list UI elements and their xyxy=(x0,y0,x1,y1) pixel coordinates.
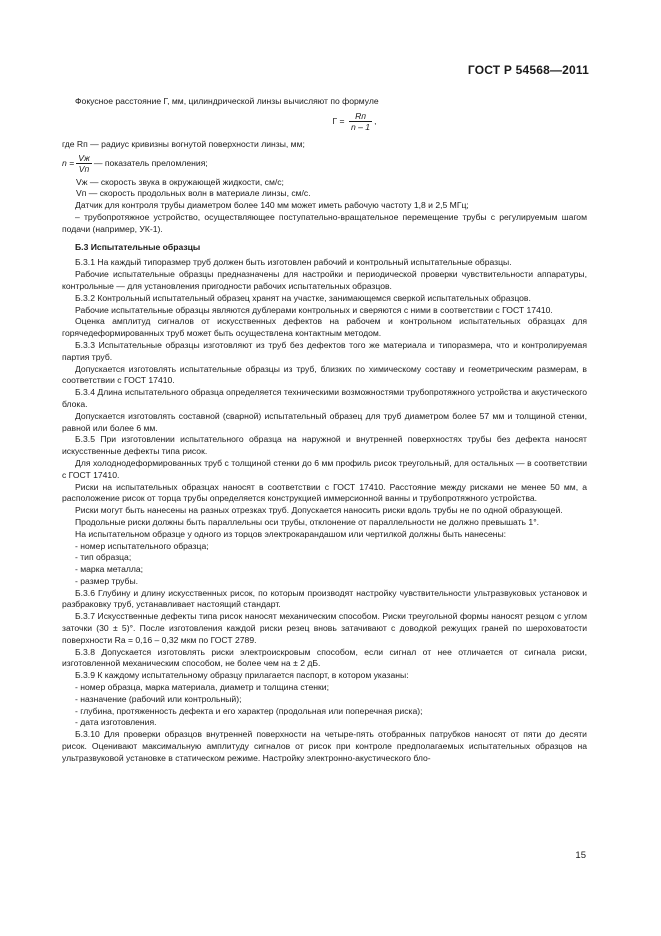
index-desc: — показатель преломления; xyxy=(93,157,208,168)
paragraph: Допускается изготовлять испытательные образцы из труб, близких по химическому составу и геометрическим размерам, в соответствии с ГОСТ 17410. xyxy=(62,363,587,386)
section-title: Б.3 Испытательные образцы xyxy=(75,241,201,252)
list-item: - тип образца; xyxy=(75,552,132,563)
focal-formula xyxy=(122,111,587,135)
paragraph: Рабочие испытательные образцы предназначены для настройки и периодической проверки чувствительности аппаратуры, контрольные — для установления пригодности рабочих испытательных образцов. xyxy=(62,269,587,291)
list-item: - дата изготовления. xyxy=(75,717,157,728)
passport-list xyxy=(62,682,587,729)
list-item: - марка металла; xyxy=(75,564,144,575)
paragraph-b32: Б.3.2 Контрольный испытательный образец хранят на участке, занимающемся сверкой испытательных образцов. xyxy=(75,292,531,303)
paragraph-b39: Б.3.9 К каждому испытательному образцу прилагается паспорт, в котором указаны: xyxy=(75,670,409,681)
index-fraction xyxy=(76,153,92,174)
list-item: - номер образца, марка материала, диаметр и толщина стенки; xyxy=(75,682,329,693)
paragraph: Рабочие испытательные образцы являются дублерами контрольных и сверяются с ними в соответствии с ГОСТ 17410. xyxy=(75,304,553,315)
paragraph: Для холоднодеформированных труб с толщиной стенки до 6 мм профиль рисок треугольный, для остальных — в соответствии с ГОСТ 17410. xyxy=(62,457,587,480)
document-body xyxy=(62,96,587,765)
index-formula xyxy=(62,151,587,177)
paragraph-b36: Б.3.6 Глубину и длину искусственных рисок, по которым производят настройку чувствительности ультразвуковых установок и разбраковку труб, устанавливает настоящий стандарт. xyxy=(62,587,587,610)
list-item: - размер трубы. xyxy=(75,575,139,586)
where-rp: где Rп — радиус кривизны вогнутой поверхности линзы, мм; xyxy=(62,138,305,149)
paragraph: Риски могут быть нанесены на разных отрезках труб. Допускается наносить риски вдоль трубы не по одной образующей. xyxy=(75,505,563,516)
index-denominator: Vп xyxy=(78,164,90,175)
focal-intro: Фокусное расстояние Г, мм, цилиндрической линзы вычисляют по формуле xyxy=(75,96,379,106)
formula-denominator: n – 1 xyxy=(350,121,371,132)
formula-numerator: Rп xyxy=(349,111,372,122)
paragraph-b310: Б.3.10 Для проверки образцов внутренней поверхности на четыре-пять отобранных патрубков наносят от пяти до десяти рисок. Оценивают максимальную амплитуду сигналов от рисок при контроле предполагаемых испытательных образцов на ультразвуковой установке в статическом режиме. Настройку электронно-акустического бло- xyxy=(62,729,587,763)
paragraph-b35: Б.3.5 При изготовлении испытательного образца на наружной и внутренней поверхностях трубы без дефекта наносят искусственные дефекты типа рисок. xyxy=(62,434,587,457)
formula-fraction xyxy=(349,111,372,132)
document-header: ГОСТ Р 54568—2011 xyxy=(467,63,589,77)
paragraph-b37: Б.3.7 Искусственные дефекты типа рисок наносят механическим способом. Риски треугольной формы наносят резцом с углом заточки (30 ± 5)°. После изготовления каждой риски резец вновь затачивают с доводкой режущих граней по шероховатости поверхности Ra = 0,16 – 0,32 мкм по ГОСТ 2789. xyxy=(62,611,587,645)
list-item: - номер испытательного образца; xyxy=(75,540,209,551)
formula-lhs: Г = xyxy=(332,115,345,126)
paragraph: Продольные риски должны быть параллельны оси трубы, отклонение от параллельности не должно превышать 1°. xyxy=(75,516,540,527)
paragraph-b38: Б.3.8 Допускается изготовлять риски электроискровым способом, если сигнал от нее отличается от сигнала риски, изготовленной механическим способом, не более чем на ± 2 дБ. xyxy=(62,646,587,669)
paragraph: Допускается изготовлять составной (сварной) испытательный образец для труб диаметром более 57 мм и толщиной стенки, равной или более 6 мм. xyxy=(62,410,587,433)
sensor-note: Датчик для контроля трубы диаметром более 140 мм может иметь рабочую частоту 1,8 и 2,5 МГц; xyxy=(75,200,469,211)
paragraph: На испытательном образце у одного из торцов электрокарандашом или чертилкой должны быть нанесены: xyxy=(75,528,507,539)
paragraph-b33: Б.3.3 Испытательные образцы изготовляют из труб без дефектов того же материала и типоразмера, что и контролируемая партия труб. xyxy=(62,339,587,362)
paragraph-b34: Б.3.4 Длина испытательного образца определяется техническими возможностями трубопротяжного устройства и акустического блока. xyxy=(62,387,587,409)
index-numerator: Vж xyxy=(78,153,90,164)
marking-list xyxy=(62,541,587,588)
paragraph: Риски на испытательных образцах наносят в соответствии с ГОСТ 17410. Расстояние между рисками не менее 50 мм, а расположение рисок от торца трубы определяется конструкцией иммерсионной ванны и трубопротяжного устройства. xyxy=(62,481,587,504)
list-item: - назначение (рабочий или контрольный); xyxy=(75,693,242,704)
paragraph: Оценка амплитуд сигналов от искусственных дефектов на рабочем и контрольном испытательных образцах для горячедеформированных труб может быть осуществлена контактным методом. xyxy=(62,316,587,339)
index-lhs: n = xyxy=(62,157,75,168)
pipe-device: – трубопротяжное устройство, осуществляющее поступательно-вращательное перемещение трубы с регулируемым шагом подачи (например, УК-1). xyxy=(62,211,587,234)
list-item: - глубина, протяженность дефекта и его характер (продольная или поперечная риска); xyxy=(75,705,423,716)
vp-def: Vп — скорость продольных волн в материале линзы, см/с. xyxy=(76,188,311,199)
paragraph-b31: Б.3.1 На каждый типоразмер труб должен быть изготовлен рабочий и контрольный испытательные образцы. xyxy=(75,257,512,268)
formula-tail: , xyxy=(374,115,377,126)
page-number: 15 xyxy=(575,850,586,861)
vzh-def: Vж — скорость звука в окружающей жидкости, см/с; xyxy=(76,176,284,187)
